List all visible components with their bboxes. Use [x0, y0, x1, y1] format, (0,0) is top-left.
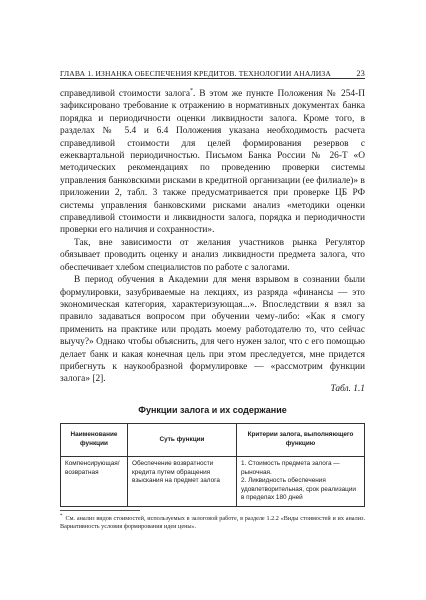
header-function-essence: Суть функции [128, 424, 237, 457]
footnote-mark: * [60, 513, 63, 519]
paragraph-1-rest: . В этом же пункте Положения № 254-П зафиксировано требование к отражению в нормативных документах банка порядка и периодичности оценки ликвидности залога. Кроме того, в разделах № 5.4 и 6.4 Положения указана необходимость расчета справедливой стоимости для целей формирования резервов с ежеквартальной периодичностью. Письмом Банка России № 26-Т «О методических рекомендациях по проведению проверки системы управления банковскими рисками в кредитной организации (ее филиале)» в приложении 2, табл. 3 также предусматривается при проверке ЦБ РФ системы управления банковскими рисками анализ «методики оценки справедливой стоимости и ликвидности залога, порядка и периодичности проверки его наличия и сохранности». [60, 89, 366, 236]
functions-table [60, 423, 365, 507]
main-text [60, 88, 365, 386]
page-number: 23 [356, 69, 365, 78]
table-header-row [61, 424, 365, 457]
table-row [61, 457, 365, 507]
cell-collateral-criteria [237, 457, 365, 507]
paragraph-3: В период обучения в Академии для меня взрывом в сознании были формулировки, зазубриваемые на лекциях, из разряда «финансы — это экономическая категория, характеризующая...». Впоследствии я взял за правило задаваться вопросом при обучении чему-либо: «Как я смогу применить на практике или продать моему работодателю то, что сейчас выучу?» Однако чтобы объяснить, для чего нужен залог, что с его помощью делает банк и какая конечная цель при этом преследуется, мне придется прибегнуть к наукообразной формулировке — «рассмотрим функции залога» [2]. [60, 275, 365, 385]
criteria-item-1: 1. Стоимость предмета залога — рыночная. [241, 460, 340, 476]
running-header [60, 62, 365, 79]
footnote-reference: * [190, 87, 194, 94]
paragraph-1-start: справедливой стоимости залога [60, 89, 191, 99]
table-title: Функции залога и их содержание [138, 405, 287, 415]
header-collateral-criteria: Критерии залога, выполняющего функцию [237, 424, 365, 457]
cell-function-essence: Обеспечение возвратности кредита путем обращения взыскания на предмет залога [128, 457, 237, 507]
chapter-title: ГЛАВА 1. ИЗНАНКА ОБЕСПЕЧЕНИЯ КРЕДИТОВ. ТЕХНОЛОГИИ АНАЛИЗА [60, 69, 332, 78]
cell-function-name: Компенсирующая/возвратная [61, 457, 128, 507]
footnote [60, 515, 365, 532]
criteria-item-2: 2. Ликвидность обеспечения удовлетворительная, срок реализации в пределах 180 дней [241, 477, 356, 502]
paragraph-1 [60, 88, 365, 237]
header-function-name: Наименование функции [61, 424, 128, 457]
table-label: Табл. 1.1 [330, 384, 365, 394]
paragraph-2: Так, вне зависимости от желания участников рынка Регулятор обязывает проводить оценку и анализ ликвидности предмета залога, что обеспечивает хлебом специалистов по работе с залогами. [60, 237, 365, 273]
footnote-divider [60, 510, 140, 511]
footnote-text: См. анализ видов стоимостей, используемых в залоговой работе, в разделе 1.2.2 «Виды стоимостей и их анализ. Вариативность условия формирования идеи цены». [60, 515, 365, 531]
